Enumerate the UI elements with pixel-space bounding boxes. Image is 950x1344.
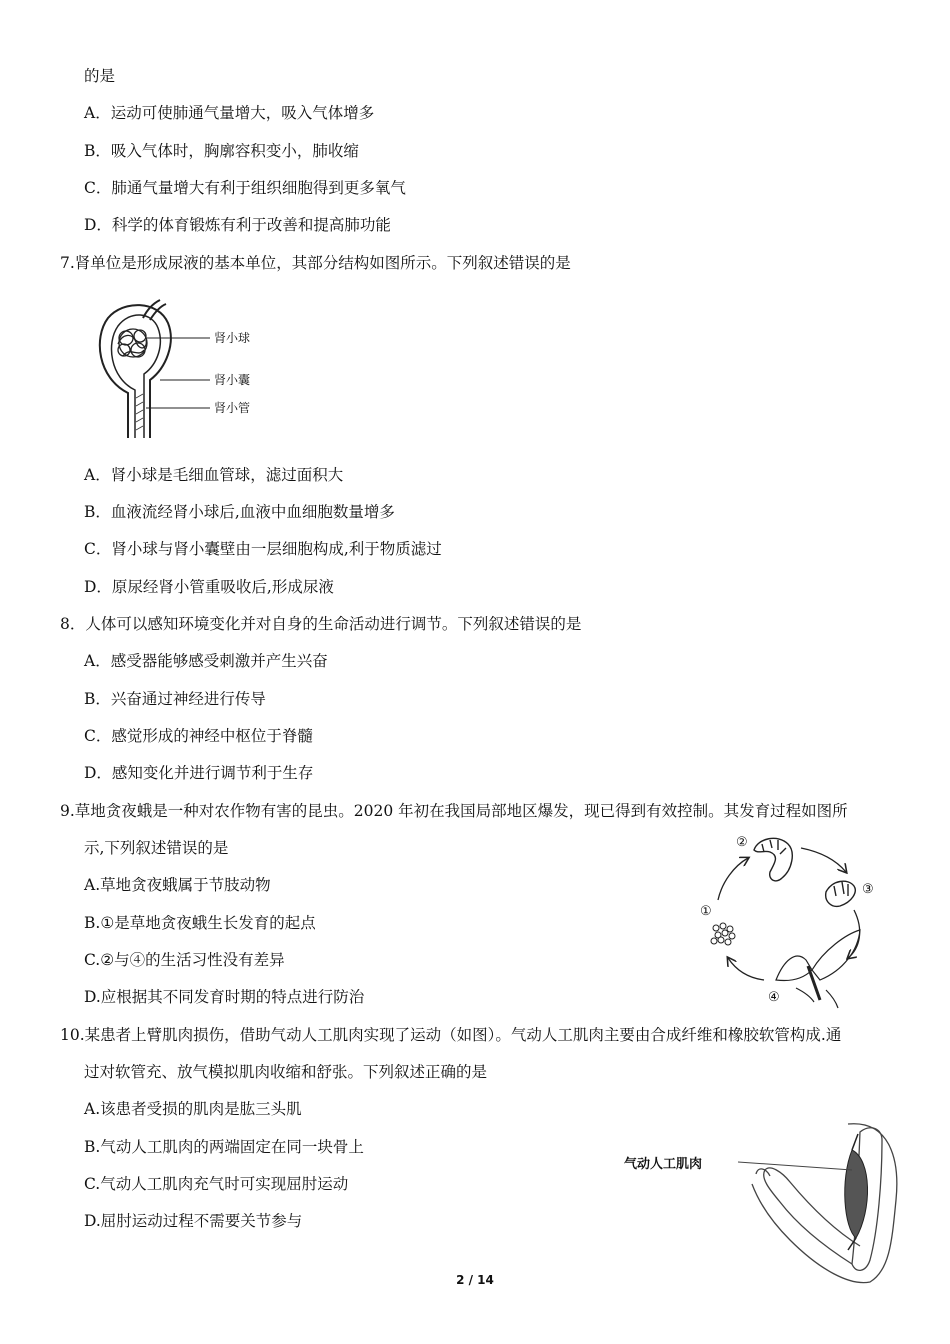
nephron-figure	[88, 298, 278, 443]
q6-option-c: C．肺通气量增大有利于组织细胞得到更多氧气	[84, 179, 406, 197]
q6-option-b: B．吸入气体时，胸廓容积变小，肺收缩	[84, 142, 359, 160]
q6-option-d: D．科学的体育锻炼有利于改善和提高肺功能	[84, 216, 391, 234]
q8-option-d: D．感知变化并进行调节利于生存	[84, 764, 314, 782]
q8-option-c: C．感觉形成的神经中枢位于脊髓	[84, 727, 313, 745]
stage-1-label: ①	[700, 904, 712, 919]
q8-option-a: A．感受器能够感受刺激并产生兴奋	[84, 652, 328, 670]
stage-3-label: ③	[862, 882, 874, 897]
q10-option-b: B.气动人工肌肉的两端固定在同一块骨上	[84, 1138, 364, 1156]
label-bowman-capsule: 肾小囊	[214, 373, 251, 387]
q7-option-a: A．肾小球是毛细血管球，滤过面积大	[84, 466, 344, 484]
q9-stem-line1: 9.草地贪夜蛾是一种对农作物有害的昆虫。2020 年初在我国局部地区爆发，现已得到有效控制。其发育过程如图所	[60, 802, 848, 820]
label-pneumatic-artificial-muscle: 气动人工肌肉	[624, 1157, 703, 1172]
q9-option-a: A.草地贪夜蛾属于节肢动物	[84, 876, 271, 894]
stage-4-label: ④	[768, 990, 780, 1005]
q7-option-d: D．原尿经肾小管重吸收后,形成尿液	[84, 578, 334, 596]
label-glomerulus: 肾小球	[214, 331, 251, 345]
q9-stem-line2: 示,下列叙述错误的是	[84, 839, 229, 857]
q9-option-b: B.①是草地贪夜蛾生长发育的起点	[84, 914, 316, 932]
q7-stem: 7.肾单位是形成尿液的基本单位，其部分结构如图所示。下列叙述错误的是	[60, 254, 571, 272]
label-renal-tubule: 肾小管	[214, 401, 251, 415]
q9-option-d: D.应根据其不同发育时期的特点进行防治	[84, 988, 365, 1006]
q10-option-c: C.气动人工肌肉充气时可实现屈肘运动	[84, 1175, 349, 1193]
q9-option-c: C.②与④的生活习性没有差异	[84, 951, 285, 969]
q7-option-c: C．肾小球与肾小囊壁由一层细胞构成,利于物质滤过	[84, 540, 442, 558]
q10-option-d: D.屈肘运动过程不需要关节参与	[84, 1212, 303, 1230]
q6-option-a: A．运动可使肺通气量增大，吸入气体增多	[84, 104, 375, 122]
q8-stem: 8．人体可以感知环境变化并对自身的生命活动进行调节。下列叙述错误的是	[60, 615, 582, 633]
q10-option-a: A.该患者受损的肌肉是肱三头肌	[84, 1100, 302, 1118]
q8-option-b: B．兴奋通过神经进行传导	[84, 690, 266, 708]
q10-stem-line1: 10.某患者上臂肌肉损伤，借助气动人工肌肉实现了运动（如图）。气动人工肌肉主要由合成纤维和橡胶软管构成.通	[60, 1026, 842, 1044]
fall-armyworm-lifecycle-figure	[696, 830, 886, 1015]
q7-option-b: B．血液流经肾小球后,血液中血细胞数量增多	[84, 503, 395, 521]
q6-stem-continuation: 的是	[84, 67, 116, 85]
stage-2-label: ②	[736, 835, 748, 850]
q10-stem-line2: 过对软管充、放气模拟肌肉收缩和舒张。下列叙述正确的是	[84, 1063, 488, 1081]
artificial-muscle-figure	[620, 1120, 905, 1290]
page-number: 2 / 14	[456, 1273, 494, 1287]
